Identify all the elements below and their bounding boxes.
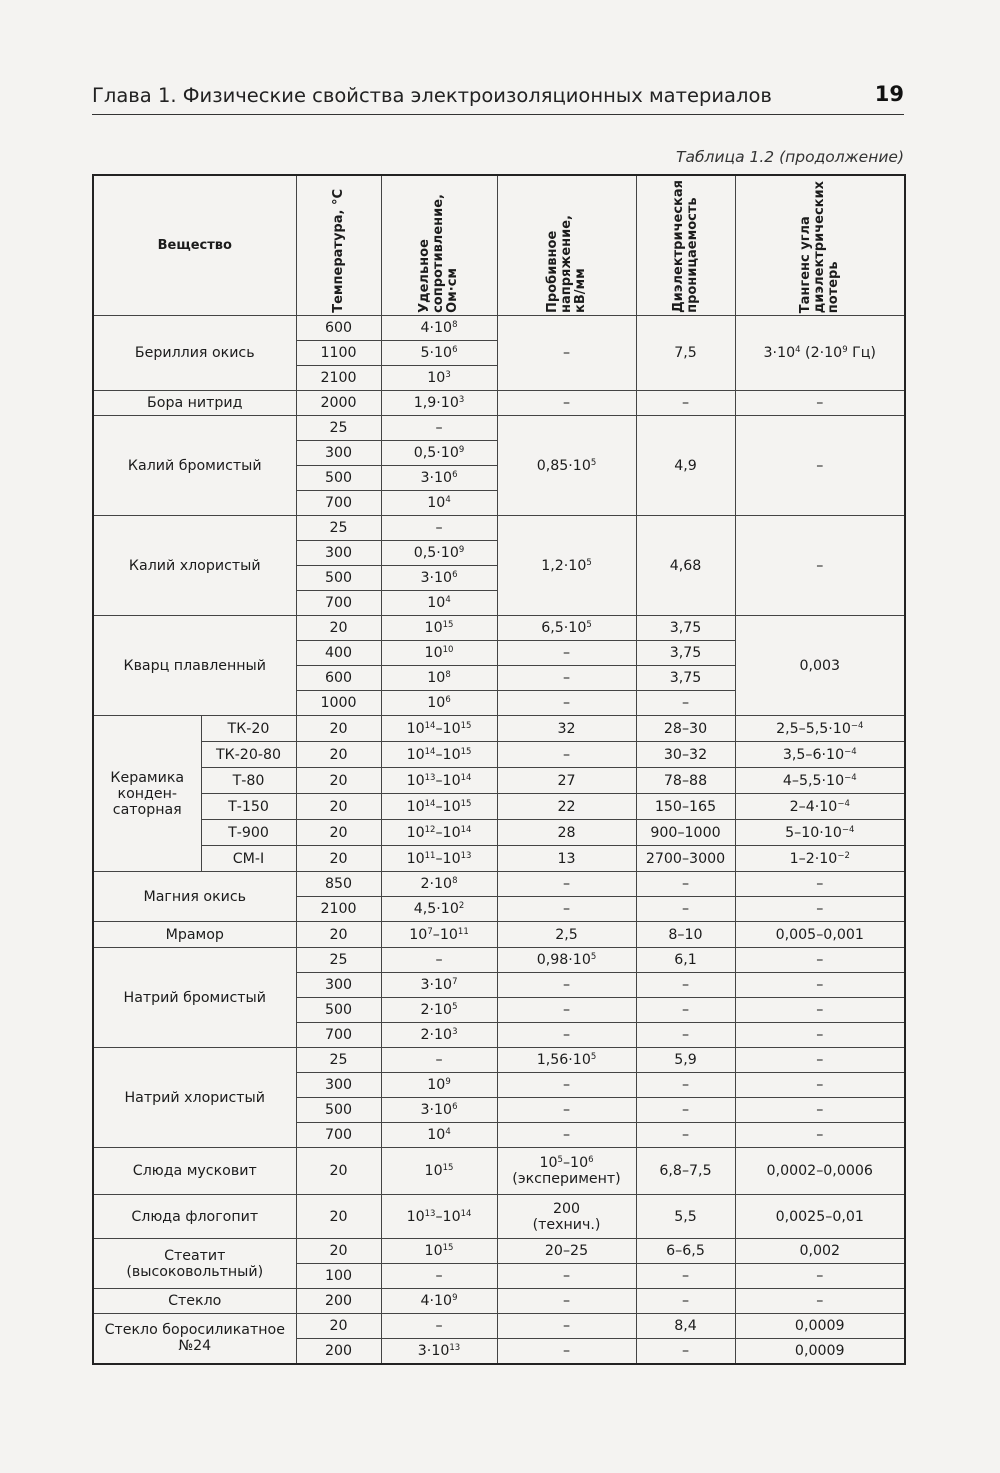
table-cell: $10^7-10^{11}$: [381, 922, 497, 948]
table-cell: $5-10\cdot 10^{-4}$: [735, 820, 905, 846]
table-cell: 20: [296, 846, 381, 872]
table-cell: –: [497, 391, 636, 416]
chapter-title: Глава 1. Физические свойства электроизоляционных материалов: [92, 84, 772, 107]
table-cell: –: [381, 416, 497, 441]
table-cell: –: [381, 1314, 497, 1339]
table-cell: $4\cdot 10^8$: [381, 316, 497, 341]
substance-cell: Слюда флогопит: [93, 1195, 296, 1239]
grade-cell: Т-150: [201, 794, 296, 820]
table-cell: –: [636, 897, 735, 922]
table-cell: 20: [296, 1314, 381, 1339]
table-cell: –: [636, 998, 735, 1023]
table-cell: $10^{15}$: [381, 616, 497, 641]
substance-cell: Стекло: [93, 1289, 296, 1314]
table-cell: 3,75: [636, 666, 735, 691]
table-cell: 700: [296, 1123, 381, 1148]
table-cell: –: [636, 691, 735, 716]
table-cell: $10^{14}-10^{15}$: [381, 742, 497, 768]
table-cell: 200 (технич.): [497, 1195, 636, 1239]
substance-cell: Калий хлористый: [93, 516, 296, 616]
table-cell: 0,003: [735, 616, 905, 716]
table-row: [93, 1314, 905, 1339]
table-cell: 700: [296, 491, 381, 516]
table-cell: 8–10: [636, 922, 735, 948]
table-cell: –: [636, 391, 735, 416]
table-cell: –: [636, 1264, 735, 1289]
substance-cell: Стеатит (высоковольтный): [93, 1239, 296, 1289]
table-cell: 500: [296, 998, 381, 1023]
table-cell: $3\cdot 10^6$: [381, 566, 497, 591]
table-cell: $10^6$: [381, 691, 497, 716]
table-row: [93, 846, 905, 872]
table-cell: –: [636, 1098, 735, 1123]
table-cell: $4\cdot 10^9$: [381, 1289, 497, 1314]
table-cell: $10^4$: [381, 591, 497, 616]
table-cell: 3,75: [636, 641, 735, 666]
table-cell: 6–6,5: [636, 1239, 735, 1264]
table-cell: $4,5\cdot 10^2$: [381, 897, 497, 922]
grade-cell: ТК-20-80: [201, 742, 296, 768]
table-cell: –: [497, 1289, 636, 1314]
table-caption: Таблица 1.2 (продолжение): [676, 148, 904, 166]
column-header-temperature: Температура, °С: [296, 175, 381, 316]
table-cell: 700: [296, 1023, 381, 1048]
table-row: [93, 1195, 905, 1239]
table-row: [93, 1239, 905, 1264]
table-cell: 300: [296, 541, 381, 566]
grade-cell: ТК-20: [201, 716, 296, 742]
column-header-resistivity: Удельное сопротивление, Ом·см: [381, 175, 497, 316]
table-cell: 28: [497, 820, 636, 846]
table-cell: 300: [296, 441, 381, 466]
table-cell: –: [497, 973, 636, 998]
table-cell: $5\cdot 10^6$: [381, 341, 497, 366]
table-cell: –: [497, 1339, 636, 1364]
table-cell: 20: [296, 616, 381, 641]
table-cell: $10^8$: [381, 666, 497, 691]
table-cell: $2-4\cdot 10^{-4}$: [735, 794, 905, 820]
table-cell: $10^9$: [381, 1073, 497, 1098]
table-cell: –: [381, 516, 497, 541]
table-row: [93, 616, 905, 641]
table-cell: 20: [296, 1195, 381, 1239]
table-cell: 13: [497, 846, 636, 872]
substance-cell: Бериллия окись: [93, 316, 296, 391]
table-cell: $10^{10}$: [381, 641, 497, 666]
table-cell: –: [735, 416, 905, 516]
table-cell: 1100: [296, 341, 381, 366]
table-cell: 500: [296, 566, 381, 591]
table-row: [93, 872, 905, 897]
table-cell: 20: [296, 742, 381, 768]
table-cell: 2000: [296, 391, 381, 416]
table-cell: 0,0009: [735, 1339, 905, 1364]
properties-table: [92, 174, 906, 1365]
table-cell: $0,5\cdot 10^9$: [381, 541, 497, 566]
table-cell: $2\cdot 10^5$: [381, 998, 497, 1023]
table-cell: –: [497, 742, 636, 768]
table-row: [93, 820, 905, 846]
table-cell: $10^5-10^6$ (эксперимент): [497, 1148, 636, 1195]
table-row: [93, 716, 905, 742]
table-cell: –: [497, 316, 636, 391]
page-number: 19: [874, 82, 904, 106]
substance-cell: Слюда мусковит: [93, 1148, 296, 1195]
table-cell: 900–1000: [636, 820, 735, 846]
table-cell: 200: [296, 1289, 381, 1314]
table-cell: –: [735, 1073, 905, 1098]
table-cell: $10^{14}-10^{15}$: [381, 794, 497, 820]
table-cell: 2100: [296, 366, 381, 391]
table-cell: 0,0025–0,01: [735, 1195, 905, 1239]
table-cell: –: [497, 1073, 636, 1098]
table-cell: $10^{15}$: [381, 1239, 497, 1264]
table-cell: –: [497, 1098, 636, 1123]
table-cell: $1,56\cdot 10^5$: [497, 1048, 636, 1073]
table-cell: –: [735, 1098, 905, 1123]
grade-cell: Т-80: [201, 768, 296, 794]
table-cell: –: [636, 1123, 735, 1148]
table-row: [93, 948, 905, 973]
table-cell: 20: [296, 922, 381, 948]
table-cell: 4,68: [636, 516, 735, 616]
table-header-row: [93, 175, 905, 316]
table-row: [93, 416, 905, 441]
table-cell: 22: [497, 794, 636, 820]
table-cell: 6,8–7,5: [636, 1148, 735, 1195]
table-cell: 2700–3000: [636, 846, 735, 872]
running-head: [92, 80, 904, 115]
table-cell: $4-5,5\cdot 10^{-4}$: [735, 768, 905, 794]
table-cell: $10^{13}-10^{14}$: [381, 768, 497, 794]
table-cell: –: [735, 973, 905, 998]
table-cell: $10^3$: [381, 366, 497, 391]
table-cell: 30–32: [636, 742, 735, 768]
table-cell: 300: [296, 1073, 381, 1098]
table-cell: 25: [296, 1048, 381, 1073]
table-cell: 20: [296, 1148, 381, 1195]
table-cell: –: [735, 1123, 905, 1148]
table-cell: –: [497, 1123, 636, 1148]
table-cell: –: [636, 872, 735, 897]
table-cell: –: [735, 1048, 905, 1073]
table-cell: $3\cdot 10^6$: [381, 1098, 497, 1123]
table-cell: 400: [296, 641, 381, 666]
table-cell: $0,5\cdot 10^9$: [381, 441, 497, 466]
table-cell: $3\cdot 10^6$: [381, 466, 497, 491]
substance-cell: Магния окись: [93, 872, 296, 922]
table-cell: 6,1: [636, 948, 735, 973]
table-body: [93, 316, 905, 1364]
table-cell: –: [636, 1073, 735, 1098]
table-cell: –: [735, 1289, 905, 1314]
table-cell: $10^{11}-10^{13}$: [381, 846, 497, 872]
table-cell: 25: [296, 948, 381, 973]
table-cell: $2\cdot 10^8$: [381, 872, 497, 897]
table-cell: 25: [296, 516, 381, 541]
table-cell: $0,98\cdot 10^5$: [497, 948, 636, 973]
table-cell: 20–25: [497, 1239, 636, 1264]
table-cell: 5,5: [636, 1195, 735, 1239]
table-cell: $3,5-6\cdot 10^{-4}$: [735, 742, 905, 768]
table-cell: 600: [296, 316, 381, 341]
table-cell: $3\cdot 10^{13}$: [381, 1339, 497, 1364]
table-cell: –: [636, 973, 735, 998]
table-cell: –: [735, 897, 905, 922]
column-header-permittivity: Диэлектрическая проницаемость: [636, 175, 735, 316]
table-cell: 3,75: [636, 616, 735, 641]
table-cell: –: [497, 998, 636, 1023]
substance-cell: Керамика конден- саторная: [93, 716, 201, 872]
table-cell: $0,85\cdot 10^5$: [497, 416, 636, 516]
table-cell: –: [735, 948, 905, 973]
substance-cell: Мрамор: [93, 922, 296, 948]
table-cell: –: [381, 1264, 497, 1289]
table-cell: –: [497, 1314, 636, 1339]
table-cell: –: [497, 872, 636, 897]
grade-cell: СМ-I: [201, 846, 296, 872]
table-row: [93, 1048, 905, 1073]
table-cell: 2,5: [497, 922, 636, 948]
table-cell: 4,9: [636, 416, 735, 516]
table-cell: $3\cdot 10^4$ ($2\cdot 10^9$ Гц): [735, 316, 905, 391]
table-cell: 300: [296, 973, 381, 998]
table-cell: 5,9: [636, 1048, 735, 1073]
table-cell: –: [735, 391, 905, 416]
substance-cell: Кварц плавленный: [93, 616, 296, 716]
table-cell: –: [735, 1264, 905, 1289]
table-cell: –: [497, 1264, 636, 1289]
table-cell: 850: [296, 872, 381, 897]
table-cell: 0,0009: [735, 1314, 905, 1339]
table-cell: –: [497, 897, 636, 922]
table-row: [93, 742, 905, 768]
table-cell: 0,0002–0,0006: [735, 1148, 905, 1195]
table-cell: –: [497, 666, 636, 691]
substance-cell: Бора нитрид: [93, 391, 296, 416]
table-cell: 8,4: [636, 1314, 735, 1339]
table-cell: –: [381, 1048, 497, 1073]
table-cell: –: [381, 948, 497, 973]
substance-cell: Стекло боросиликатное №24: [93, 1314, 296, 1364]
column-header-substance: Вещество: [93, 175, 296, 316]
table-cell: 78–88: [636, 768, 735, 794]
table-cell: $1,9\cdot 10^3$: [381, 391, 497, 416]
table-cell: $1,2\cdot 10^5$: [497, 516, 636, 616]
table-cell: 1000: [296, 691, 381, 716]
table-cell: 500: [296, 466, 381, 491]
table-row: [93, 768, 905, 794]
table-cell: $10^4$: [381, 491, 497, 516]
table-cell: 20: [296, 794, 381, 820]
table-cell: $10^{13}-10^{14}$: [381, 1195, 497, 1239]
table-cell: –: [636, 1289, 735, 1314]
table-cell: $3\cdot 10^7$: [381, 973, 497, 998]
table-cell: –: [735, 872, 905, 897]
table-row: [93, 391, 905, 416]
table-cell: –: [497, 691, 636, 716]
table-cell: 0,002: [735, 1239, 905, 1264]
table-cell: $10^{14}-10^{15}$: [381, 716, 497, 742]
table-cell: –: [735, 998, 905, 1023]
table-cell: 27: [497, 768, 636, 794]
table-cell: $2\cdot 10^3$: [381, 1023, 497, 1048]
column-header-breakdown: Пробивное напряжение, кВ/мм: [497, 175, 636, 316]
table-row: [93, 1148, 905, 1195]
column-header-loss-tangent: Тангенс угла диэлектрических потерь: [735, 175, 905, 316]
table-cell: 0,005–0,001: [735, 922, 905, 948]
table-row: [93, 922, 905, 948]
grade-cell: Т-900: [201, 820, 296, 846]
table-cell: –: [636, 1023, 735, 1048]
table-row: [93, 1289, 905, 1314]
table-cell: 150–165: [636, 794, 735, 820]
table-cell: 25: [296, 416, 381, 441]
table-cell: –: [735, 516, 905, 616]
substance-cell: Натрий хлористый: [93, 1048, 296, 1148]
table-row: [93, 516, 905, 541]
table-cell: $2,5-5,5\cdot 10^{-4}$: [735, 716, 905, 742]
table-row: [93, 794, 905, 820]
table-cell: $10^{15}$: [381, 1148, 497, 1195]
table-cell: 500: [296, 1098, 381, 1123]
table-cell: 100: [296, 1264, 381, 1289]
table-cell: $10^4$: [381, 1123, 497, 1148]
table-cell: –: [497, 1023, 636, 1048]
table-cell: 32: [497, 716, 636, 742]
table-cell: 200: [296, 1339, 381, 1364]
table-cell: 7,5: [636, 316, 735, 391]
table-cell: 20: [296, 1239, 381, 1264]
table-cell: 20: [296, 716, 381, 742]
table-cell: 20: [296, 820, 381, 846]
table-cell: –: [636, 1339, 735, 1364]
table-cell: –: [735, 1023, 905, 1048]
table-cell: 28–30: [636, 716, 735, 742]
table-cell: 700: [296, 591, 381, 616]
table-cell: $6,5\cdot 10^5$: [497, 616, 636, 641]
table-row: [93, 316, 905, 341]
table-cell: 600: [296, 666, 381, 691]
substance-cell: Натрий бромистый: [93, 948, 296, 1048]
table-cell: 20: [296, 768, 381, 794]
table-cell: $10^{12}-10^{14}$: [381, 820, 497, 846]
table-cell: –: [497, 641, 636, 666]
table-cell: $1-2\cdot 10^{-2}$: [735, 846, 905, 872]
table-cell: 2100: [296, 897, 381, 922]
substance-cell: Калий бромистый: [93, 416, 296, 516]
